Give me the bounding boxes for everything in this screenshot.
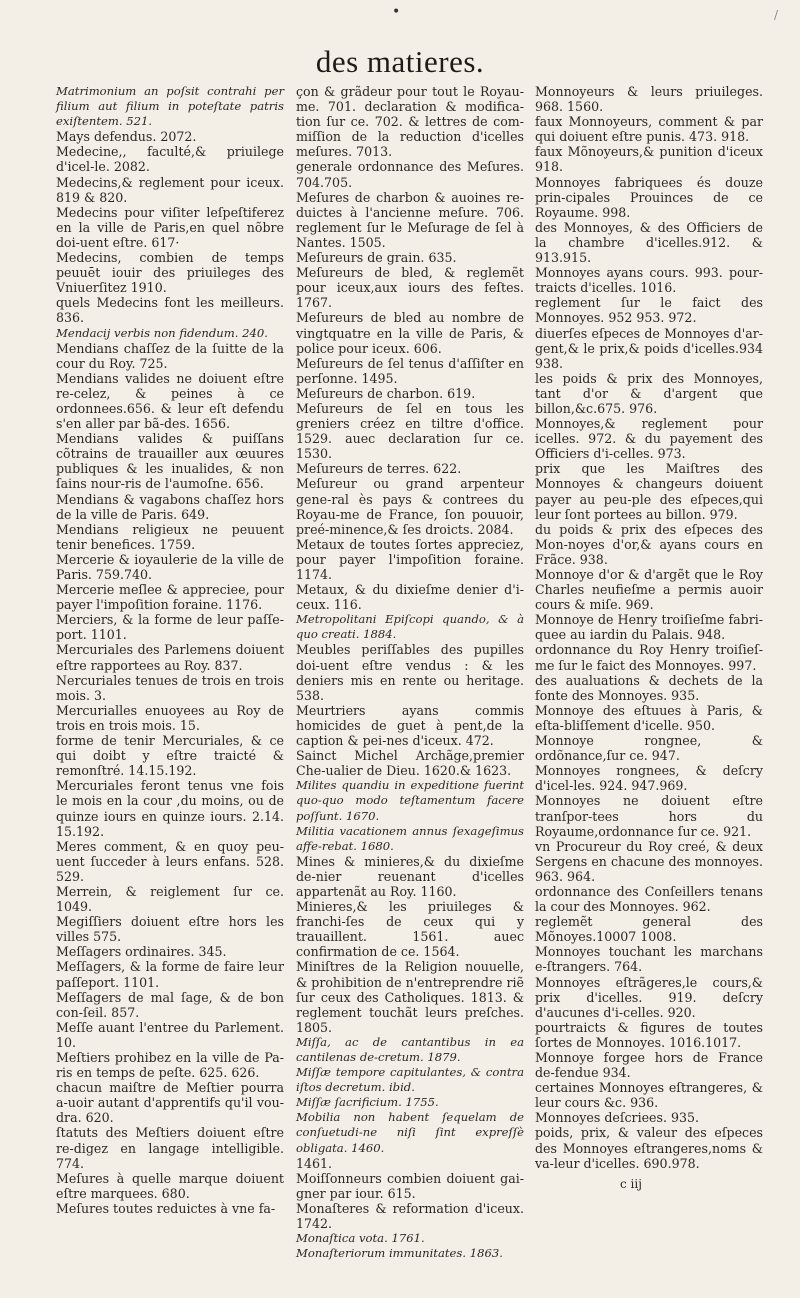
index-entry: Meſureurs de charbon. 619. <box>296 385 476 401</box>
index-entry: ſtatuts des Meſtiers doiuent eſtre re-digez en langage intelligible. 774. <box>56 1125 284 1171</box>
index-entry: Meſſagers ordinaires. 345. <box>56 944 227 960</box>
index-entry: Mercerie meſlee & appreciee, pour payer l'impoſition foraine. 1176. <box>56 582 284 613</box>
index-entry: Sainct Michel Archãge,premier Che-ualier de Dieu. 1620.& 1623. <box>296 748 524 779</box>
index-entry: Medecins pour viſiter leſpeſtiferez en la ville de Paris,en quel nõbre doi-uent eſtre. 617· <box>56 204 284 250</box>
index-entry: du poids & prix des eſpeces des Mon-noyes d'or,& ayans cours en Frãce. 938. <box>535 521 763 567</box>
index-entry: Mobilia non habent ſequelam de conſuetudi-ne niſi ſint expreſſè obligata. 1460. <box>296 1110 524 1155</box>
index-entry: Meſureurs de grain. 635. <box>296 250 457 266</box>
index-entry: faux Monnoyeurs, comment & par qui doiuent eſtre punis. 473. 918. <box>535 114 763 145</box>
index-entry: Mendians chaſſez de la ſuitte de la cour du Roy. 725. <box>56 340 284 371</box>
index-entry: generale ordonnance des Meſures. 704.705. <box>296 159 524 190</box>
top-mark: • <box>392 4 401 20</box>
index-entry: Merciers, & la forme de leur paſſe-port. 1101. <box>56 612 284 643</box>
index-entry: des Monnoyes, & des Officiers de la chambre d'icelles.912. & 913.915. <box>535 219 763 266</box>
index-entry: Monnoyes deſcriees. 935. <box>535 1110 700 1126</box>
index-entry: Monnoyes eſtrãgeres,le cours,& prix d'icelles. 919. deſcry d'aucunes d'i-celles. 920. <box>535 974 763 1020</box>
index-entry: poids, prix, & valeur des eſpeces des Monnoyes eſtrangeres,noms & va-leur d'icelles. 690.978. <box>535 1125 763 1171</box>
index-column-2 <box>296 84 524 1261</box>
index-entry: Nercuriales tenues de trois en trois mois. 3. <box>56 672 284 703</box>
folio-signature: c iij <box>620 1177 642 1191</box>
index-entry: Mendians & vagabons chaſſez hors de la ville de Paris. 649. <box>56 491 284 522</box>
index-entry: Monnoye forgee hors de France de-fendue 934. <box>535 1050 763 1081</box>
index-entry: Megiſſiers doiuent eſtre hors les villes 575. <box>56 914 284 945</box>
index-entry: des aualuations & dechets de la fonte des Monnoyes. 935. <box>535 672 763 703</box>
index-entry: Mendacij verbis non fidendum. 240. <box>56 325 268 340</box>
index-entry: Matrimonium an poſsit contrahi per filium aut filium in poteſtate patris exiſtentem. 521. <box>56 84 284 129</box>
index-entry: Monaſtica vota. 1761. <box>296 1231 425 1246</box>
index-entry: les poids & prix des Monnoyes, tant d'or & d'argent que billon,&c.675. 976. <box>535 370 763 416</box>
index-entry: Medecins, combien de temps peuuēt iouir des priuileges des Vniuerſitez 1910. <box>56 250 284 296</box>
index-entry: Minieres,& les priuileges & franchi-ſes de ceux qui y trauaillent. 1561. auec confirmation de ce. 1564. <box>296 899 524 960</box>
index-entry: quels Medecins font les meilleurs. 836. <box>56 295 284 326</box>
index-entry: certaines Monnoyes eſtrangeres, & leur cours &c. 936. <box>535 1080 763 1111</box>
index-entry: Meſſagers de mal ſage, & de bon con-ſeil. 857. <box>56 989 284 1020</box>
index-entry: Meſureur ou grand arpenteur gene-ral ès pays & contrees du Royau-me de France, ſon pouuoir, preé-minence,& ſes droicts. 2084. <box>296 476 524 537</box>
index-entry: vn Procureur du Roy creé, & deux Sergens en chacune des monnoyes. 963. 964. <box>535 838 763 884</box>
index-entry: Mercerie & ioyaulerie de la ville de Paris. 759.740. <box>56 551 284 582</box>
index-entry: Miſſæ ſacrificium. 1755. <box>296 1095 439 1110</box>
index-entry: Monnoye d'or & d'argẽt que le Roy Charles neufieſme a permis auoir cours & miſe. 969. <box>535 567 763 613</box>
index-entry: Miſſæ tempore capitulantes, & contra iſtos decretum. ibid. <box>296 1065 524 1095</box>
index-entry: Meſures à quelle marque doiuent eſtre marquees. 680. <box>56 1170 284 1201</box>
index-entry: Milites quandiu in expeditione fuerint quo-quo modo teſtamentum facere poſſunt. 1670. <box>296 778 524 823</box>
index-entry: Miſſa, ac de cantantibus in ea cantilenas de-cretum. 1879. <box>296 1034 524 1064</box>
index-entry: Medecins,& reglement pour iceux. 819 & 820. <box>56 174 284 205</box>
index-entry: Meres comment, & en quoy peu-uent ſucceder à leurs enfans. 528. 529. <box>56 838 284 884</box>
index-entry: Meubles periſſables des pupilles doi-uent eſtre vendus : & les deniers mis en rente ou heritage. 538. <box>296 642 524 703</box>
index-entry: Mendians valides ne doiuent eſtre re-celez, & peines à ce ordonnees.656. & leur eſt defendu s'en aller par bã-des. 1656. <box>56 370 284 432</box>
index-entry: Metropolitani Epiſcopi quando, & à quo creati. 1884. <box>296 612 524 642</box>
index-entry: Monnoyes ayans cours. 993. pour-traicts d'icelles. 1016. <box>535 265 763 296</box>
index-entry: Meurtriers ayans commis homicides de guet à pent,de la caption & pei-nes d'iceux. 472. <box>296 702 524 749</box>
index-entry: Mercuriales des Parlemens doiuent eſtre rapportees au Roy. 837. <box>56 642 284 673</box>
index-entry: Metaux de toutes ſortes appreciez, pour payer l'impoſition foraine. 1174. <box>296 536 524 582</box>
index-entry: Meſures toutes reduictes à vne fa- <box>56 1200 276 1216</box>
index-entry: çon & grãdeur pour tout le Royau-me. 701. declaration & modifica-tion ſur ce. 702. & lettres de com-miſſion de la reduction d'icelles meſures. 7013. <box>296 84 524 160</box>
index-entry: Meſtiers prohibez en la ville de Pa-ris en temps de peſte. 625. 626. <box>56 1050 284 1081</box>
index-column-1 <box>56 84 284 1216</box>
index-entry: Monnoyeurs & leurs priuileges. 968. 1560. <box>535 84 763 115</box>
index-entry: ordonnance des Conſeillers tenans la cour des Monnoyes. 962. <box>535 883 763 915</box>
index-entry: Meſureurs de terres. 622. <box>296 461 462 477</box>
index-entry: Miniſtres de la Religion nouuelle, & prohibition de n'entreprendre riẽ ſur ceux des Catholiques. 1813. & reglement touchãt leurs preſches. 1805. <box>296 959 524 1035</box>
index-entry: Monnoyes,& reglement pour icelles. 972. & du payement des Officiers d'i-celles. 973. <box>535 416 763 462</box>
index-entry: Metaux, & du dixieſme denier d'i-ceux. 116. <box>296 582 524 613</box>
index-column-3 <box>535 84 763 1171</box>
index-entry: 1461. <box>296 1155 333 1171</box>
index-entry: Militia vacationem annus ſexageſimus affe-rebat. 1680. <box>296 823 524 853</box>
index-entry: Monnoyes fabriquees és douze prin-cipales Prouinces de ce Royaume. 998. <box>535 174 763 220</box>
index-entry: forme de tenir Mercuriales, & ce qui doibt y eſtre traicté & remonſtré. 14.15.192. <box>56 733 284 779</box>
index-entry: ordonnance du Roy Henry troiſieſ-me ſur le faict des Monnoyes. 997. <box>535 642 763 673</box>
running-header: des matieres. <box>315 44 485 79</box>
index-entry: Merrein, & reiglement ſur ce. 1049. <box>56 883 284 915</box>
index-entry: Meſureurs de ſel en tous les greniers créez en tiltre d'office. 1529. auec declaration ſur ce. 1530. <box>296 400 524 462</box>
index-entry: diuerſes eſpeces de Monnoyes d'ar-gent,& le prix,& poids d'icelles.934 938. <box>535 325 763 371</box>
index-entry: reglemẽt general des Mõnoyes.10007 1008. <box>535 914 763 945</box>
index-entry: Meſureurs de bled au nombre de vingtquatre en la ville de Paris, & police pour iceux. 606. <box>296 310 524 356</box>
index-entry: Moiſſonneurs combien doiuent gai-gner par iour. 615. <box>296 1170 524 1201</box>
index-entry: prix que les Maiſtres des Monnoyes & changeurs doiuent payer au peu-ple des eſpeces,qui leur ſont portees au billon. 979. <box>535 461 763 522</box>
index-entry: Mendians religieux ne peuuent tenir benefices. 1759. <box>56 521 284 552</box>
index-entry: Meſſe auant l'entree du Parlement. 10. <box>56 1019 284 1050</box>
index-entry: Monnoyes touchant les marchans e-ſtrangers. 764. <box>535 944 763 975</box>
index-entry: pourtraicts & figures de toutes ſortes de Monnoyes. 1016.1017. <box>535 1019 763 1050</box>
index-entry: Monnoye des eſtuues à Paris, & eſta-bliſſement d'icelle. 950. <box>535 702 763 733</box>
index-entry: Meſureurs de bled, & reglemẽt pour iceux,aux iours des feſtes. 1767. <box>296 265 524 311</box>
index-entry: Mays defendus. 2072. <box>56 129 197 145</box>
index-entry: Mines & minieres,& du dixieſme de-nier reuenant d'icelles appartenãt au Roy. 1160. <box>296 853 524 899</box>
index-entry: Monaſteres & reformation d'iceux. 1742. <box>296 1200 524 1232</box>
index-entry: Mercuriales feront tenus vne fois le mois en la cour ,du moins, ou de quinze iours en quinze iours. 2.14. 15.192. <box>56 778 284 839</box>
index-entry: faux Mõnoyeurs,& punition d'iceux 918. <box>535 144 763 175</box>
index-entry: Medecine,, faculté,& priuilege d'icel-le. 2082. <box>56 144 284 175</box>
index-entry: Monnoye de Henry troiſieſme fabri-quee au iardin du Palais. 948. <box>535 612 763 643</box>
index-entry: Monaſteriorum immunitates. 1863. <box>296 1246 503 1261</box>
index-entry: Meſures de charbon & auoines re-duictes à l'ancienne meſure. 706. reglement ſur le Meſurage de ſel à Nantes. 1505. <box>296 189 524 250</box>
index-entry: Monnoyes rongnees, & deſcry d'icel-les. 924. 947.969. <box>535 763 763 794</box>
index-entry: Meſureurs de ſel tenus d'aſſiſter en perſonne. 1495. <box>296 355 524 386</box>
index-entry: Mercurialles enuoyees au Roy de trois en trois mois. 15. <box>56 702 284 733</box>
index-entry: chacun maiſtre de Meſtier pourra a-uoir autant d'apprentifs qu'il vou-dra. 620. <box>56 1080 284 1126</box>
index-entry: Monnoyes ne doiuent eſtre tranſpor-tees hors du Royaume,ordonnance ſur ce. 921. <box>535 793 763 839</box>
index-entry: Meſſagers, & la forme de faire leur paſſeport. 1101. <box>56 959 284 990</box>
index-entry: Monnoye rongnee, & ordõnance,ſur ce. 947. <box>535 733 763 764</box>
index-entry: reglement ſur le faict des Monnoyes. 952 953. 972. <box>535 295 763 326</box>
index-entry: Mendians valides & puiſſans cõtrains de trauailler aux œuures publiques & les inualides, & non ſains nour-ris de l'aumoſne. 656. <box>56 431 284 492</box>
corner-mark: / <box>774 8 779 22</box>
